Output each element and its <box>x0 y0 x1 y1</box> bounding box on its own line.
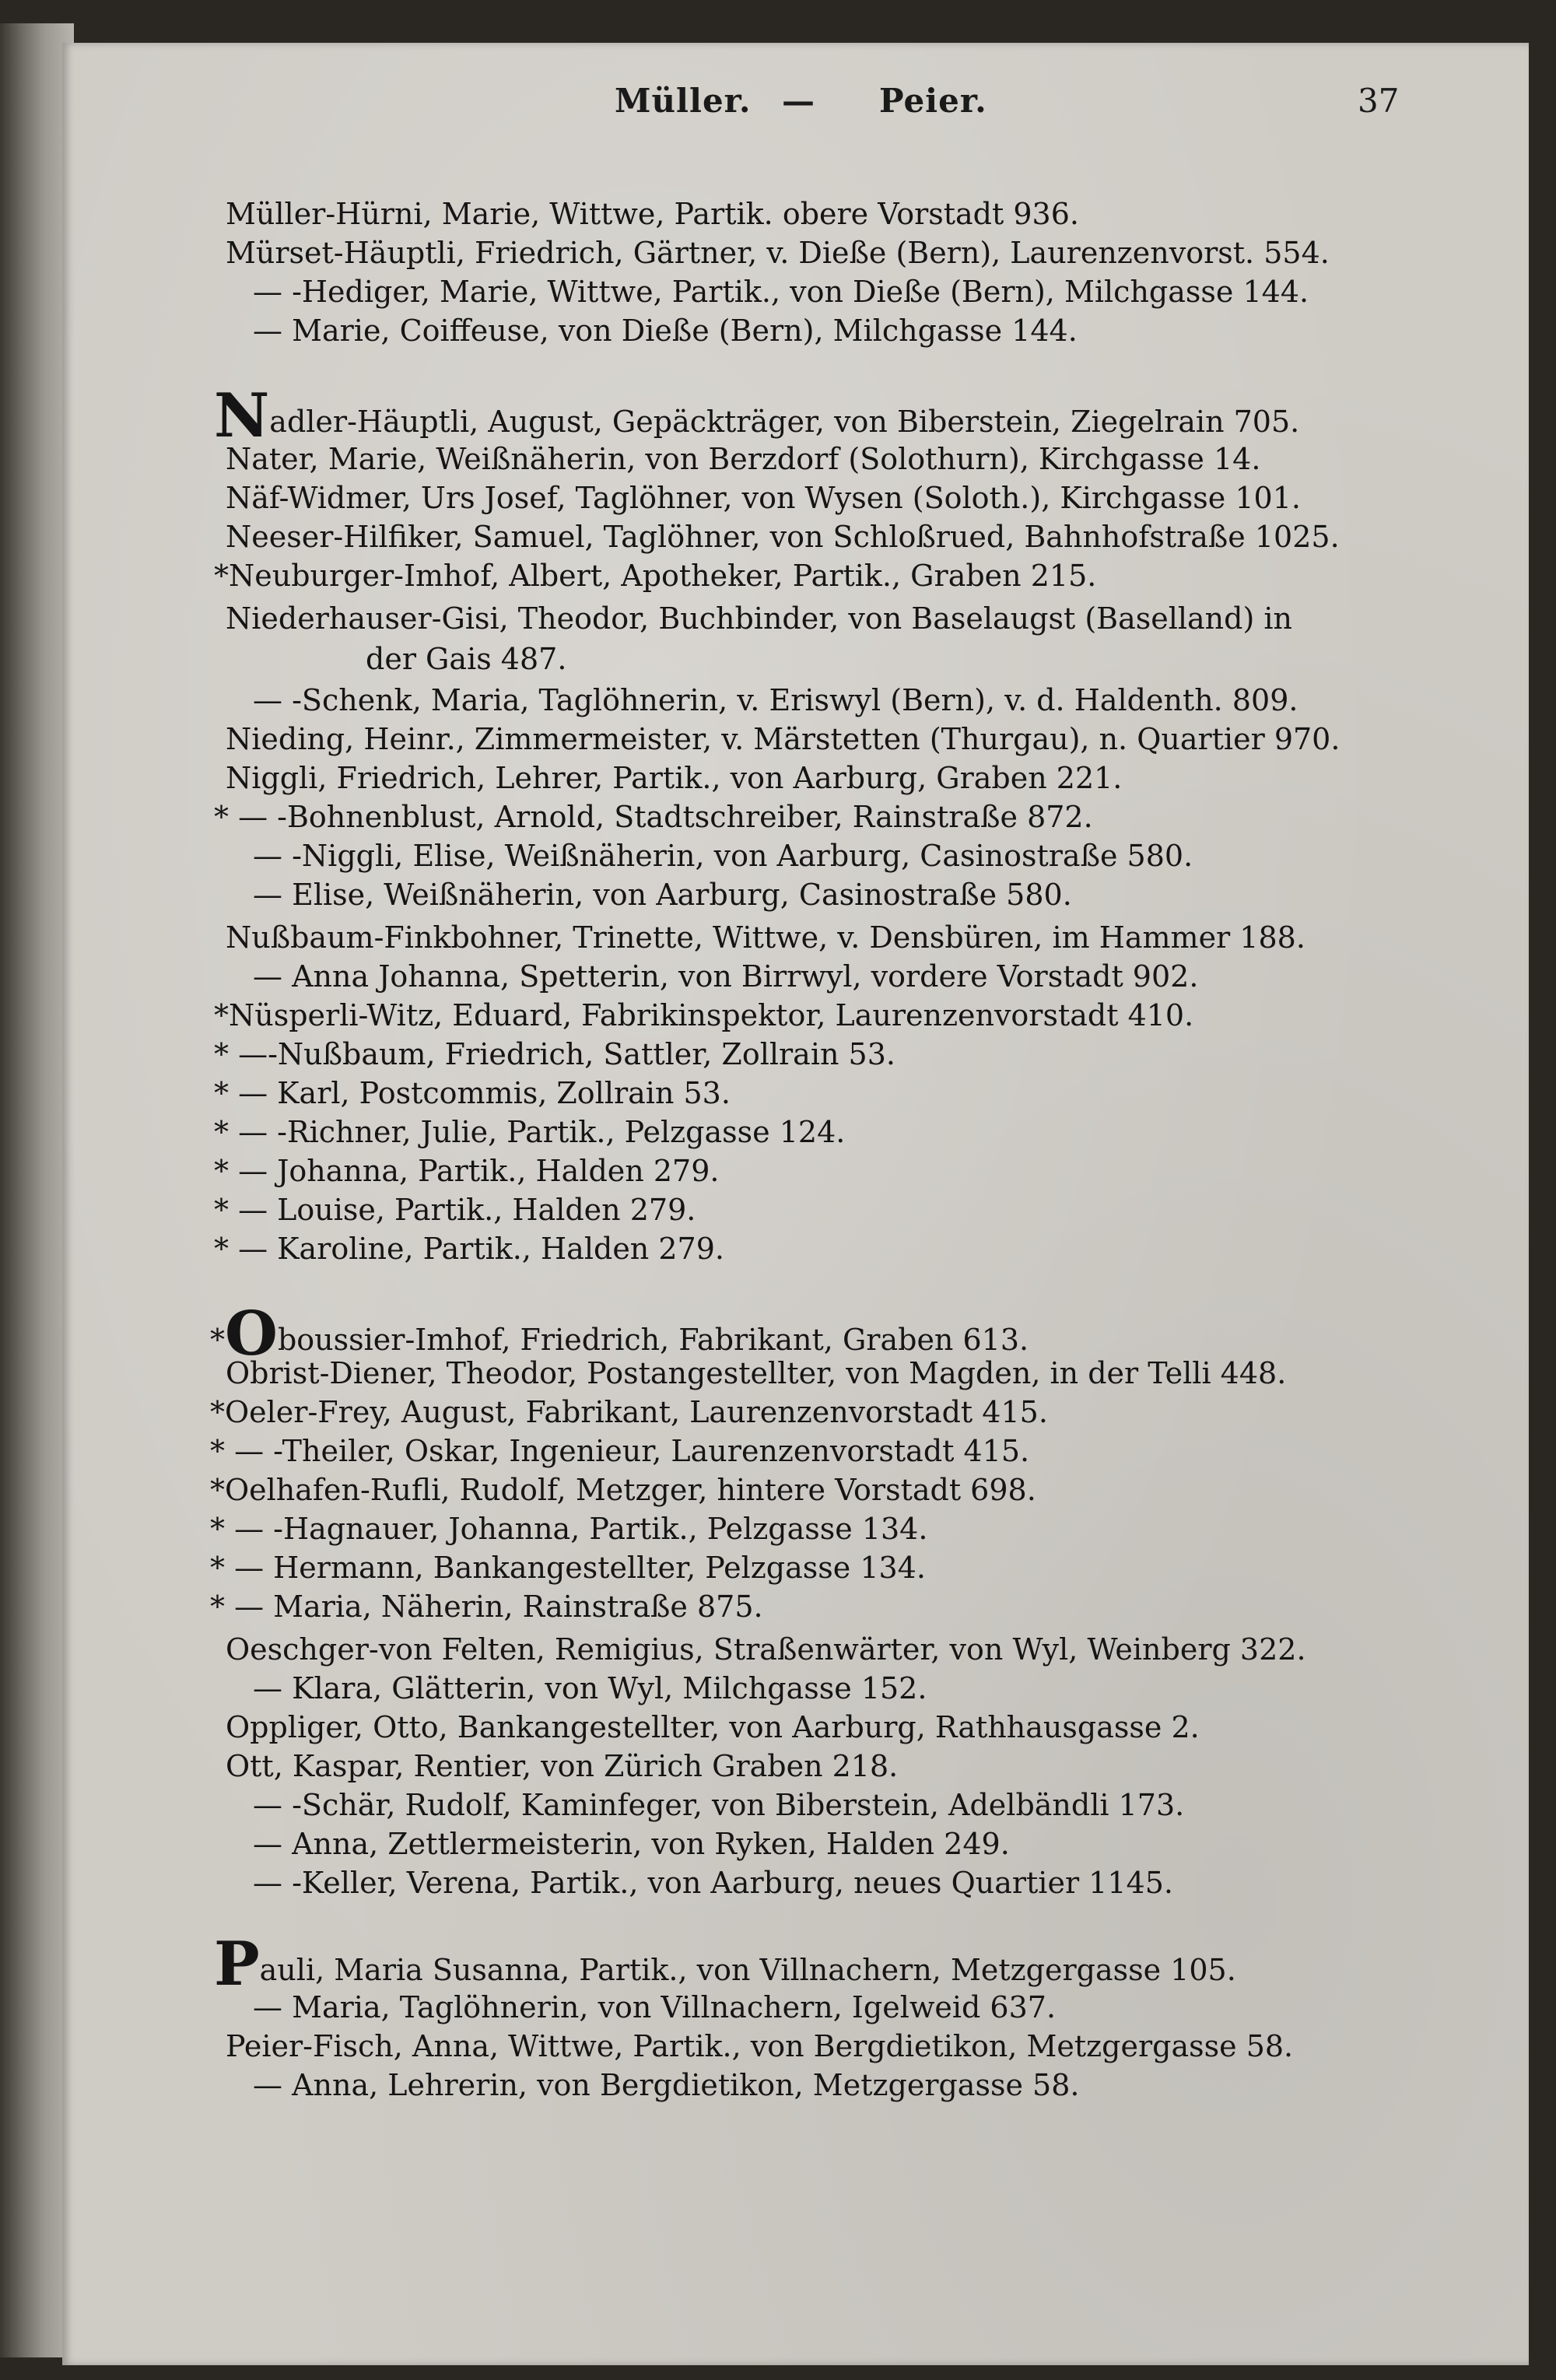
entry-line: * — Karl, Postcommis, Zollrain 53. <box>214 1076 731 1110</box>
entry-text: adler-Häuptli, August, Gepäckträger, von Biberstein, Ziegelrain 705. <box>269 405 1300 439</box>
entry-line: * — -Richner, Julie, Partik., Pelzgasse 124. <box>214 1115 846 1149</box>
entry-line: *Nüsperli-Witz, Eduard, Fabrikinspektor, Laurenzenvorstadt 410. <box>214 998 1194 1032</box>
entry-line: Neeser-Hilfiker, Samuel, Taglöhner, von Schloßrued, Bahnhofstraße 1025. <box>226 520 1340 554</box>
entry-line: Niederhauser-Gisi, Theodor, Buchbinder, von Baselaugst (Baselland) in <box>226 601 1293 636</box>
section-initial-p: P <box>214 1929 260 2000</box>
header-last-name: Peier. <box>879 82 987 120</box>
entry-line: * — -Hagnauer, Johanna, Partik., Pelzgasse 134. <box>210 1512 928 1546</box>
entry-line: * — Louise, Partik., Halden 279. <box>214 1193 696 1227</box>
entry-line: Oppliger, Otto, Bankangestellter, von Aarburg, Rathhausgasse 2. <box>226 1710 1200 1744</box>
entry-line: Oeschger-von Felten, Remigius, Straßenwärter, von Wyl, Weinberg 322. <box>226 1632 1306 1667</box>
entry-line: — -Schenk, Maria, Taglöhnerin, v. Eriswyl (Bern), v. d. Haldenth. 809. <box>253 683 1298 717</box>
entry-line: * — Maria, Näherin, Rainstraße 875. <box>210 1590 763 1624</box>
header-first-name: Müller. <box>615 82 752 120</box>
entry-line: * — Johanna, Partik., Halden 279. <box>214 1154 720 1188</box>
entry-line: Niggli, Friedrich, Lehrer, Partik., von Aarburg, Graben 221. <box>226 761 1123 795</box>
entry-line: — Klara, Glätterin, von Wyl, Milchgasse 152. <box>253 1671 927 1705</box>
entry-line: — Elise, Weißnäherin, von Aarburg, Casinostraße 580. <box>253 878 1072 912</box>
entry-line: — -Hediger, Marie, Wittwe, Partik., von Dieße (Bern), Milchgasse 144. <box>253 275 1309 309</box>
entry-line: Mürset-Häuptli, Friedrich, Gärtner, v. Dieße (Bern), Laurenzenvorst. 554. <box>226 236 1330 270</box>
entry-line-continuation: der Gais 487. <box>366 642 567 676</box>
entry-line-with-initial <box>210 1299 1029 1369</box>
section-initial-o: O <box>225 1299 278 1369</box>
entry-line: * — Hermann, Bankangestellter, Pelzgasse 134. <box>210 1551 926 1585</box>
entry-line-with-initial <box>214 380 1300 451</box>
entry-line: Obrist-Diener, Theodor, Postangestellter, von Magden, in der Telli 448. <box>226 1356 1287 1390</box>
entry-line: Ott, Kaspar, Rentier, von Zürich Graben 218. <box>226 1749 899 1783</box>
entry-line: *Oelhafen-Rufli, Rudolf, Metzger, hintere Vorstadt 698. <box>210 1473 1036 1507</box>
entry-line: Peier-Fisch, Anna, Wittwe, Partik., von Bergdietikon, Metzgergasse 58. <box>226 2029 1294 2063</box>
entry-line: — Maria, Taglöhnerin, von Villnachern, Igelweid 637. <box>253 1990 1057 2024</box>
entry-line: Nußbaum-Finkbohner, Trinette, Wittwe, v. Densbüren, im Hammer 188. <box>226 920 1305 955</box>
entry-line: * — -Theiler, Oskar, Ingenieur, Laurenzenvorstadt 415. <box>210 1434 1030 1468</box>
entry-line: — -Keller, Verena, Partik., von Aarburg, neues Quartier 1145. <box>253 1866 1173 1900</box>
entry-line: — Anna Johanna, Spetterin, von Birrwyl, vordere Vorstadt 902. <box>253 959 1199 994</box>
page-number: 37 <box>1358 82 1400 120</box>
entry-line: Nieding, Heinr., Zimmermeister, v. Märstetten (Thurgau), n. Quartier 970. <box>226 722 1340 756</box>
entry-line: Näf-Widmer, Urs Josef, Taglöhner, von Wysen (Soloth.), Kirchgasse 101. <box>226 481 1301 515</box>
entry-line: — -Niggli, Elise, Weißnäherin, von Aarburg, Casinostraße 580. <box>253 839 1193 873</box>
entry-line: * — Karoline, Partik., Halden 279. <box>214 1232 724 1266</box>
entry-line: — Marie, Coiffeuse, von Dieße (Bern), Milchgasse 144. <box>253 314 1078 348</box>
entry-line: Nater, Marie, Weißnäherin, von Berzdorf (Solothurn), Kirchgasse 14. <box>226 442 1261 476</box>
entry-text: boussier-Imhof, Friedrich, Fabrikant, Graben 613. <box>277 1323 1029 1357</box>
entry-line: * — -Bohnenblust, Arnold, Stadtschreiber, Rainstraße 872. <box>214 800 1093 834</box>
entry-line-with-initial <box>214 1929 1236 2000</box>
header-dash: — <box>782 82 815 120</box>
entry-line: *Oeler-Frey, August, Fabrikant, Laurenzenvorstadt 415. <box>210 1395 1048 1429</box>
entry-line: Müller-Hürni, Marie, Wittwe, Partik. obere Vorstadt 936. <box>226 197 1079 231</box>
entry-line: *Neuburger-Imhof, Albert, Apotheker, Partik., Graben 215. <box>214 559 1097 593</box>
entry-line: — Anna, Lehrerin, von Bergdietikon, Metzgergasse 58. <box>253 2068 1080 2102</box>
section-initial-n: N <box>214 380 270 451</box>
entry-line: * —-Nußbaum, Friedrich, Sattler, Zollrain 53. <box>214 1037 895 1071</box>
entry-line: — Anna, Zettlermeisterin, von Ryken, Halden 249. <box>253 1827 1010 1861</box>
entry-text: auli, Maria Susanna, Partik., von Villnachern, Metzgergasse 105. <box>259 1953 1236 1987</box>
entry-line: — -Schär, Rudolf, Kaminfeger, von Biberstein, Adelbändli 173. <box>253 1788 1185 1822</box>
asterisk-marker: * <box>210 1323 225 1357</box>
